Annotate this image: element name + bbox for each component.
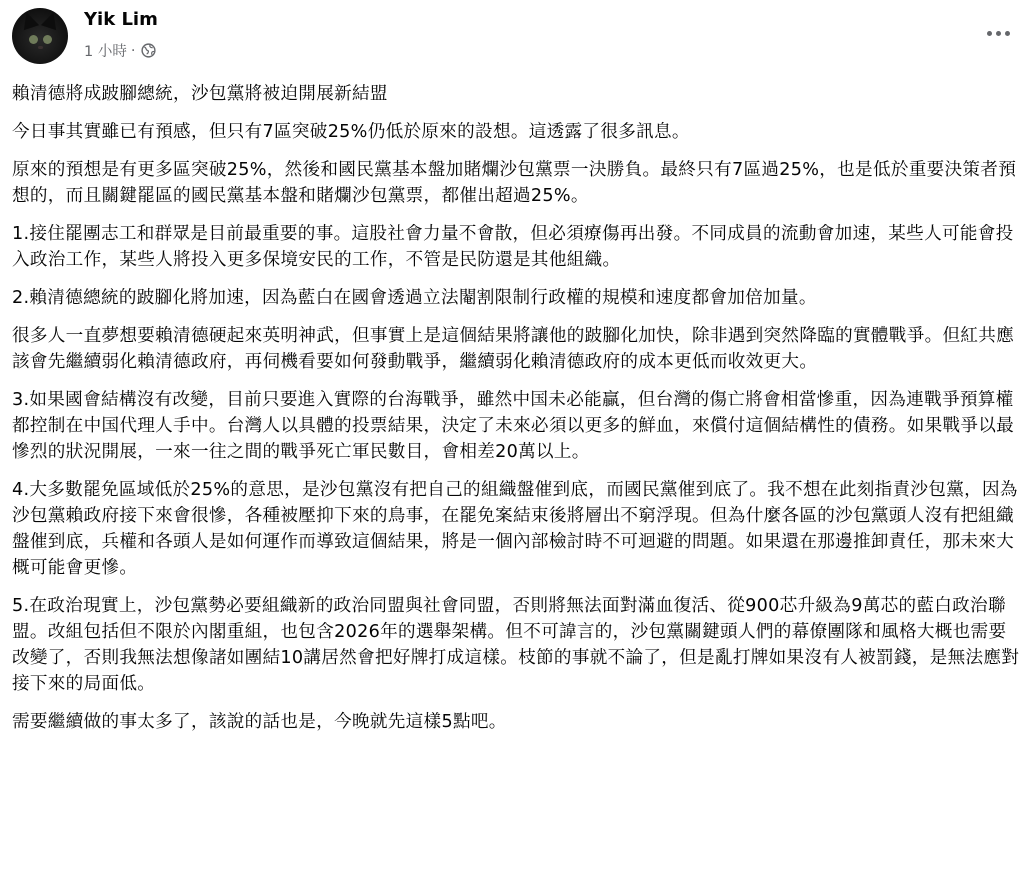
post-paragraph: 4.大多數罷免區域低於25%的意思，是沙包黨沒有把自己的組織盤催到底，而國民黨催到底了。我不想在此刻指責沙包黨，因為沙包黨賴政府接下來會很慘，各種被壓抑下來的鳥事，在罷免案結束後將層出不窮浮現。但為什麼各區的沙包黨頭人沒有把組織盤催到底，兵權和各頭人是如何運作而導致這個結果，將是一個內部檢討時不可迴避的問題。如果還在那邊推卸責任，那未來大概可能會更慘。 (12, 480, 1018, 578)
author-name[interactable]: Yik Lim (84, 9, 158, 30)
avatar-eye-left (29, 35, 38, 44)
post-paragraph: 1.接住罷團志工和群眾是目前最重要的事。這股社會力量不會散，但必須療傷再出發。不同成員的流動會加速，某些人可能會投入政治工作，某些人將投入更多保境安民的工作，不管是民防還是其他組織。 (12, 224, 1014, 270)
meta-separator: · (130, 42, 136, 59)
more-options-button[interactable] (978, 18, 1018, 48)
post-paragraph: 需要繼續做的事太多了，該說的話也是，今晚就先這樣5點吧。 (12, 712, 507, 732)
post-meta (84, 40, 156, 61)
more-dot-icon (996, 31, 1001, 36)
post-paragraph: 3.如果國會結構沒有改變，目前只要進入實際的台海戰爭，雖然中国未必能贏，但台灣的傷亡將會相當慘重，因為連戰爭預算權都控制在中国代理人手中。台灣人以具體的投票結果，決定了未來必須以更多的鮮血，來償付這個結構性的債務。如果戰爭以最慘烈的狀況開展，一來一往之間的戰爭死亡軍民數目，會相差20萬以上。 (12, 390, 1015, 462)
avatar-ear-left (19, 10, 39, 30)
globe-icon[interactable] (141, 43, 156, 58)
post-paragraph: 很多人一直夢想要賴清德硬起來英明神武，但事實上是這個結果將讓他的跛腳化加快，除非遇到突然降臨的實體戰爭。但紅共應該會先繼續弱化賴清德政府，再伺機看要如何發動戰爭，繼續弱化賴清德政府的成本更低而收效更大。 (12, 326, 1015, 372)
post-paragraph: 2.賴清德總統的跛腳化將加速，因為藍白在國會透過立法閹割限制行政權的規模和速度都會加倍加量。 (12, 288, 817, 308)
avatar-eye-right (43, 35, 52, 44)
post-header (0, 0, 1034, 74)
more-dot-icon (987, 31, 992, 36)
post-paragraph: 5.在政治現實上，沙包黨勢必要組織新的政治同盟與社會同盟，否則將無法面對滿血復活、從900芯升級為9萬芯的藍白政治聯盟。改組包括但不限於內閣重組，也包含2026年的選舉架構。但不可諱言的，沙包黨關鍵頭人們的幕僚團隊和風格大概也需要改變了，否則我無法想像諸如團結10講居然會把好牌打成這樣。枝節的事就不論了，但是亂打牌如果沒有人被罰錢，是無法應對接下來的局面低。 (12, 596, 1020, 694)
post-timestamp[interactable]: 1 小時 (84, 44, 127, 60)
post-paragraph: 今日事其實雖已有預感，但只有7區突破25%仍低於原來的設想。這透露了很多訊息。 (12, 122, 690, 142)
post-body (12, 81, 1024, 747)
post-paragraph: 原來的預想是有更多區突破25%，然後和國民黨基本盤加賭爛沙包黨票一決勝負。最終只有7區過25%，也是低於重要決策者預想的，而且關鍵罷區的國民黨基本盤和賭爛沙包黨票，都催出超過25%。 (12, 160, 1017, 206)
post-paragraph-title: 賴清德將成跛腳總統，沙包黨將被迫開展新結盟 (12, 84, 388, 104)
avatar-nose (38, 46, 43, 49)
more-dot-icon (1005, 31, 1010, 36)
avatar-ear-right (41, 10, 61, 30)
avatar[interactable] (12, 8, 68, 64)
